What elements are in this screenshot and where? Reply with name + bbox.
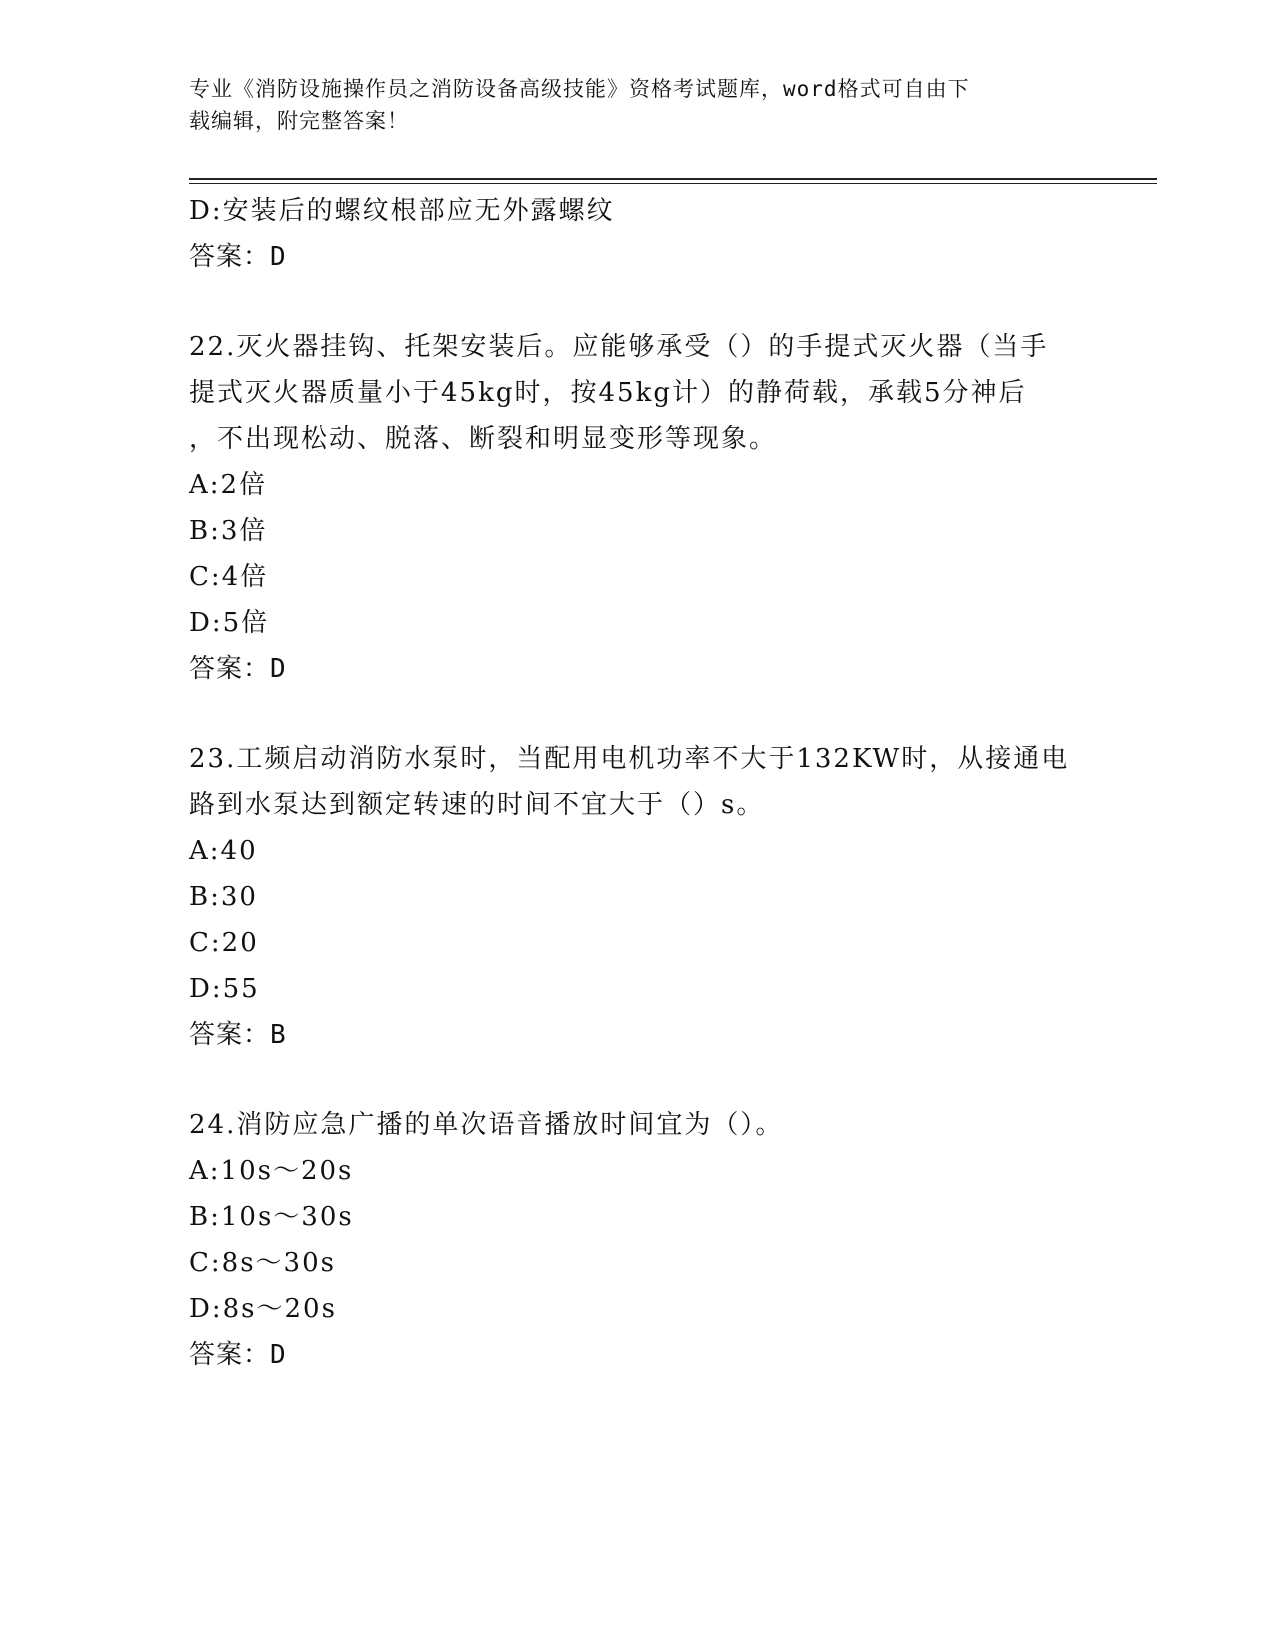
option-c: C:20 bbox=[189, 928, 259, 958]
answer-line: 答案：D bbox=[189, 242, 287, 272]
option-b: B:10s～30s bbox=[189, 1202, 354, 1232]
header-line-2: 载编辑，附完整答案！ bbox=[189, 109, 409, 133]
option-b: B:30 bbox=[189, 882, 258, 912]
question-stem-line: ，不出现松动、脱落、断裂和明显变形等现象。 bbox=[189, 424, 778, 454]
document-header bbox=[189, 73, 1089, 137]
spacer bbox=[189, 1058, 1089, 1102]
question-list bbox=[189, 188, 1089, 1378]
option-d: D:8s～20s bbox=[189, 1294, 337, 1324]
answer-line: 答案：D bbox=[189, 1340, 287, 1370]
option-c: C:4倍 bbox=[189, 562, 269, 592]
header-divider-thick bbox=[189, 178, 1157, 180]
question-22 bbox=[189, 324, 1089, 692]
question-21-tail bbox=[189, 188, 1089, 280]
spacer bbox=[189, 692, 1089, 736]
question-24 bbox=[189, 1102, 1089, 1378]
option-d: D:5倍 bbox=[189, 608, 270, 638]
question-stem-line: 24.消防应急广播的单次语音播放时间宜为（）。 bbox=[189, 1110, 784, 1140]
answer-line: 答案：D bbox=[189, 654, 287, 684]
option-a: A:2倍 bbox=[189, 470, 268, 500]
answer-line: 答案：B bbox=[189, 1020, 287, 1050]
option-a: A:40 bbox=[189, 836, 258, 866]
question-stem-line: 路到水泵达到额定转速的时间不宜大于（）s。 bbox=[189, 790, 765, 820]
header-divider-thin bbox=[189, 183, 1157, 184]
option-c: C:8s～30s bbox=[189, 1248, 336, 1278]
spacer bbox=[189, 280, 1089, 324]
option-d: D:55 bbox=[189, 974, 260, 1004]
question-23 bbox=[189, 736, 1089, 1058]
question-stem-line: 22.灭火器挂钩、托架安装后。应能够承受（）的手提式灭火器（当手 bbox=[189, 332, 1049, 362]
option-b: B:3倍 bbox=[189, 516, 268, 546]
question-stem-line: 提式灭火器质量小于45kg时，按45kg计）的静荷载，承载5分神后 bbox=[189, 378, 1027, 408]
header-line-1: 专业《消防设施操作员之消防设备高级技能》资格考试题库，word格式可自由下 bbox=[189, 77, 970, 101]
question-stem-line: 23.工频启动消防水泵时，当配用电机功率不大于132KW时，从接通电 bbox=[189, 744, 1070, 774]
option-a: A:10s～20s bbox=[189, 1156, 354, 1186]
option-d: D:安装后的螺纹根部应无外露螺纹 bbox=[189, 196, 615, 226]
